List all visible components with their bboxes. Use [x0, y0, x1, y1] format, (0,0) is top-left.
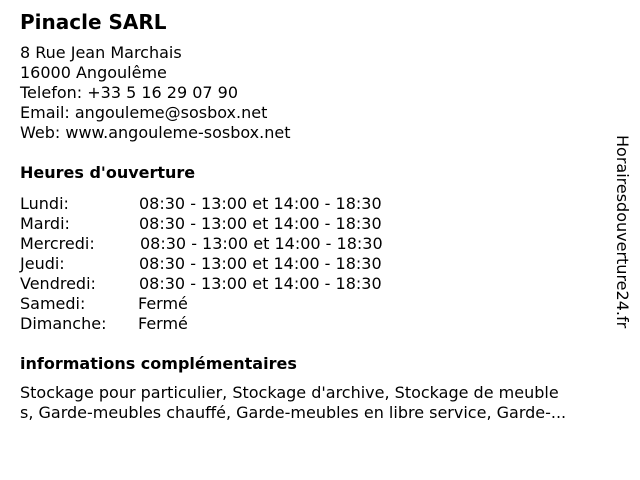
info-line: s, Garde-meubles chauffé, Garde-meubles en libre service, Garde-...: [20, 403, 567, 422]
contact-block: [20, 43, 290, 143]
day-label: Lundi:: [20, 194, 69, 213]
address-street: 8 Rue Jean Marchais: [20, 43, 182, 62]
day-label: Mardi:: [20, 214, 70, 233]
business-name: Pinacle SARL: [20, 10, 167, 34]
day-label: Jeudi:: [20, 254, 65, 273]
hours-heading: Heures d'ouverture: [20, 163, 196, 182]
time-value: Fermé: [138, 294, 188, 313]
email-line: Email: angouleme@sosbox.net: [20, 103, 268, 122]
time-value: 08:30 - 13:00 et 14:00 - 18:30: [139, 274, 382, 293]
info-line: Stockage pour particulier, Stockage d'archive, Stockage de meuble: [20, 383, 559, 402]
watermark: [612, 135, 632, 345]
time-value: 08:30 - 13:00 et 14:00 - 18:30: [140, 234, 383, 253]
web-line: Web: www.angouleme-sosbox.net: [20, 123, 291, 142]
time-value: 08:30 - 13:00 et 14:00 - 18:30: [139, 194, 382, 213]
phone-line: Telefon: +33 5 16 29 07 90: [20, 83, 239, 102]
day-label: Dimanche:: [20, 314, 107, 333]
day-label: Samedi:: [20, 294, 86, 313]
address-city: 16000 Angoulême: [20, 63, 167, 82]
watermark-text: Horairesdouverture24.fr: [613, 135, 632, 329]
time-value: Fermé: [138, 314, 188, 333]
time-value: 08:30 - 13:00 et 14:00 - 18:30: [139, 214, 382, 233]
time-value: 08:30 - 13:00 et 14:00 - 18:30: [139, 254, 382, 273]
day-label: Vendredi:: [20, 274, 96, 293]
additional-info-heading: informations complémentaires: [20, 354, 297, 373]
day-label: Mercredi:: [20, 234, 95, 253]
additional-info-text: [20, 383, 625, 423]
